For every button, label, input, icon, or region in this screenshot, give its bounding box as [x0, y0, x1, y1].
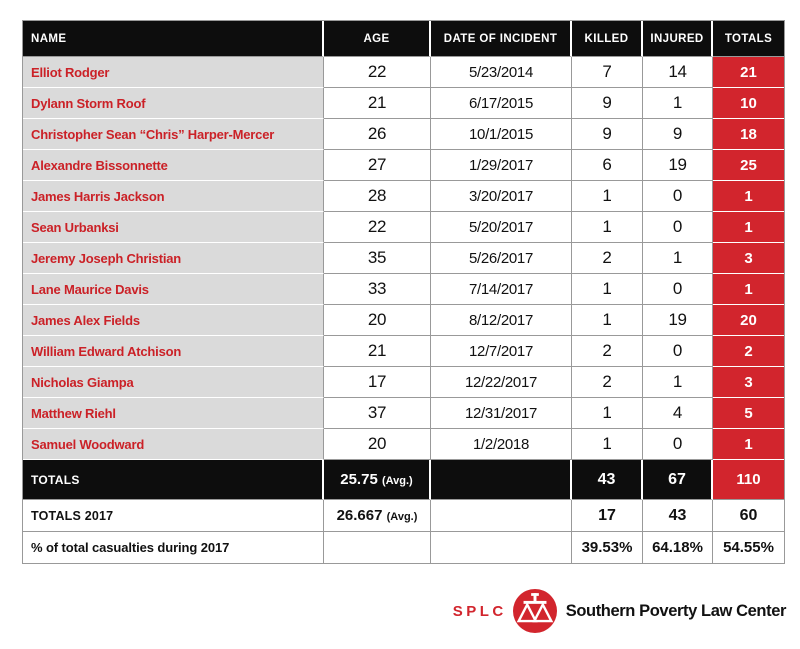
- incident-table: [22, 20, 785, 564]
- cell-killed: 9: [572, 119, 643, 150]
- header-name: NAME: [23, 21, 324, 57]
- table-summary: [23, 460, 784, 563]
- cell-name: Elliot Rodger: [23, 57, 324, 88]
- totals-2017-total: 60: [713, 500, 784, 532]
- cell-injured: 1: [643, 88, 713, 119]
- cell-date: 1/29/2017: [431, 150, 572, 181]
- totals-grand-total: 110: [713, 460, 784, 500]
- totals-2017-age-avg: [324, 500, 431, 532]
- cell-killed: 6: [572, 150, 643, 181]
- table-row: [23, 181, 784, 212]
- cell-age: 20: [324, 305, 431, 336]
- cell-date: 1/2/2018: [431, 429, 572, 460]
- table-header: [23, 21, 784, 57]
- table-row: [23, 243, 784, 274]
- table-row: [23, 57, 784, 88]
- table-row: [23, 367, 784, 398]
- cell-age: 26: [324, 119, 431, 150]
- cell-name: Sean Urbanksi: [23, 212, 324, 243]
- totals-2017-killed: 17: [572, 500, 643, 532]
- totals-date-cell-empty: [431, 460, 572, 500]
- cell-injured: 0: [643, 429, 713, 460]
- cell-total: 10: [713, 88, 784, 119]
- cell-name: Jeremy Joseph Christian: [23, 243, 324, 274]
- cell-date: 6/17/2015: [431, 88, 572, 119]
- cell-injured: 0: [643, 181, 713, 212]
- cell-date: 12/31/2017: [431, 398, 572, 429]
- percent-killed: 39.53%: [572, 532, 643, 563]
- percent-total: 54.55%: [713, 532, 784, 563]
- splc-abbr-text: SPLC: [452, 602, 507, 620]
- cell-age: 20: [324, 429, 431, 460]
- cell-total: 3: [713, 243, 784, 274]
- org-name-text: Southern Poverty Law Center: [565, 601, 786, 620]
- cell-total: 25: [713, 150, 784, 181]
- totals-2017-age-avg-value: 26.667: [336, 507, 383, 524]
- cell-total: 21: [713, 57, 784, 88]
- cell-age: 22: [324, 57, 431, 88]
- totals-age-avg-suffix: (Avg.): [381, 475, 413, 487]
- cell-killed: 1: [572, 398, 643, 429]
- cell-age: 21: [324, 88, 431, 119]
- cell-killed: 7: [572, 57, 643, 88]
- cell-injured: 9: [643, 119, 713, 150]
- cell-name: Dylann Storm Roof: [23, 88, 324, 119]
- incident-table-container: [22, 20, 785, 564]
- table-body: [23, 57, 784, 460]
- cell-date: 5/20/2017: [431, 212, 572, 243]
- cell-total: 18: [713, 119, 784, 150]
- header-date: DATE OF INCIDENT: [431, 21, 572, 57]
- cell-injured: 19: [643, 150, 713, 181]
- cell-date: 8/12/2017: [431, 305, 572, 336]
- cell-killed: 9: [572, 88, 643, 119]
- table-row: [23, 212, 784, 243]
- cell-killed: 1: [572, 429, 643, 460]
- percent-age-cell-empty: [324, 532, 431, 563]
- cell-total: 2: [713, 336, 784, 367]
- cell-injured: 19: [643, 305, 713, 336]
- cell-total: 1: [713, 181, 784, 212]
- percent-row: [23, 532, 784, 563]
- cell-date: 12/22/2017: [431, 367, 572, 398]
- totals-injured: 67: [643, 460, 713, 500]
- cell-name: James Alex Fields: [23, 305, 324, 336]
- cell-killed: 2: [572, 336, 643, 367]
- totals-2017-age-avg-suffix: (Avg.): [386, 511, 418, 523]
- totals-2017-date-cell-empty: [431, 500, 572, 532]
- cell-killed: 1: [572, 181, 643, 212]
- cell-total: 20: [713, 305, 784, 336]
- totals-2017-row: [23, 500, 784, 532]
- table-row: [23, 398, 784, 429]
- cell-name: Samuel Woodward: [23, 429, 324, 460]
- cell-date: 5/26/2017: [431, 243, 572, 274]
- cell-killed: 2: [572, 243, 643, 274]
- cell-age: 33: [324, 274, 431, 305]
- cell-total: 1: [713, 429, 784, 460]
- cell-killed: 1: [572, 274, 643, 305]
- table-row: [23, 336, 784, 367]
- cell-injured: 1: [643, 243, 713, 274]
- header-age: AGE: [324, 21, 431, 57]
- cell-age: 27: [324, 150, 431, 181]
- splc-logo: [453, 588, 786, 634]
- totals-age-avg-value: 25.75: [340, 471, 378, 488]
- header-totals: TOTALS: [713, 21, 784, 57]
- cell-injured: 0: [643, 336, 713, 367]
- percent-label: % of total casualties during 2017: [23, 532, 324, 563]
- cell-injured: 14: [643, 57, 713, 88]
- cell-date: 10/1/2015: [431, 119, 572, 150]
- cell-date: 5/23/2014: [431, 57, 572, 88]
- cell-age: 35: [324, 243, 431, 274]
- table-row: [23, 150, 784, 181]
- cell-age: 21: [324, 336, 431, 367]
- header-injured: INJURED: [643, 21, 713, 57]
- cell-total: 5: [713, 398, 784, 429]
- cell-name: William Edward Atchison: [23, 336, 324, 367]
- table-row: [23, 88, 784, 119]
- totals-2017-injured: 43: [643, 500, 713, 532]
- header-killed: KILLED: [572, 21, 643, 57]
- cell-injured: 4: [643, 398, 713, 429]
- cell-age: 28: [324, 181, 431, 212]
- cell-name: Alexandre Bissonnette: [23, 150, 324, 181]
- totals-killed: 43: [572, 460, 643, 500]
- percent-injured: 64.18%: [643, 532, 713, 563]
- cell-age: 17: [324, 367, 431, 398]
- cell-killed: 2: [572, 367, 643, 398]
- cell-total: 1: [713, 274, 784, 305]
- scales-of-justice-icon: [513, 589, 557, 633]
- table-row: [23, 274, 784, 305]
- cell-name: Christopher Sean “Chris” Harper-Mercer: [23, 119, 324, 150]
- cell-injured: 0: [643, 212, 713, 243]
- cell-killed: 1: [572, 212, 643, 243]
- cell-total: 1: [713, 212, 784, 243]
- table-row: [23, 305, 784, 336]
- cell-total: 3: [713, 367, 784, 398]
- cell-name: James Harris Jackson: [23, 181, 324, 212]
- cell-name: Matthew Riehl: [23, 398, 324, 429]
- table-row: [23, 429, 784, 460]
- totals-age-avg: [324, 460, 431, 500]
- cell-age: 37: [324, 398, 431, 429]
- cell-age: 22: [324, 212, 431, 243]
- cell-injured: 1: [643, 367, 713, 398]
- totals-2017-label: TOTALS 2017: [23, 500, 324, 532]
- cell-name: Nicholas Giampa: [23, 367, 324, 398]
- cell-injured: 0: [643, 274, 713, 305]
- table-row: [23, 119, 784, 150]
- cell-killed: 1: [572, 305, 643, 336]
- cell-date: 7/14/2017: [431, 274, 572, 305]
- cell-date: 3/20/2017: [431, 181, 572, 212]
- cell-date: 12/7/2017: [431, 336, 572, 367]
- header-row: [23, 21, 784, 57]
- cell-name: Lane Maurice Davis: [23, 274, 324, 305]
- totals-row: [23, 460, 784, 500]
- percent-date-cell-empty: [431, 532, 572, 563]
- totals-label: TOTALS: [23, 460, 324, 500]
